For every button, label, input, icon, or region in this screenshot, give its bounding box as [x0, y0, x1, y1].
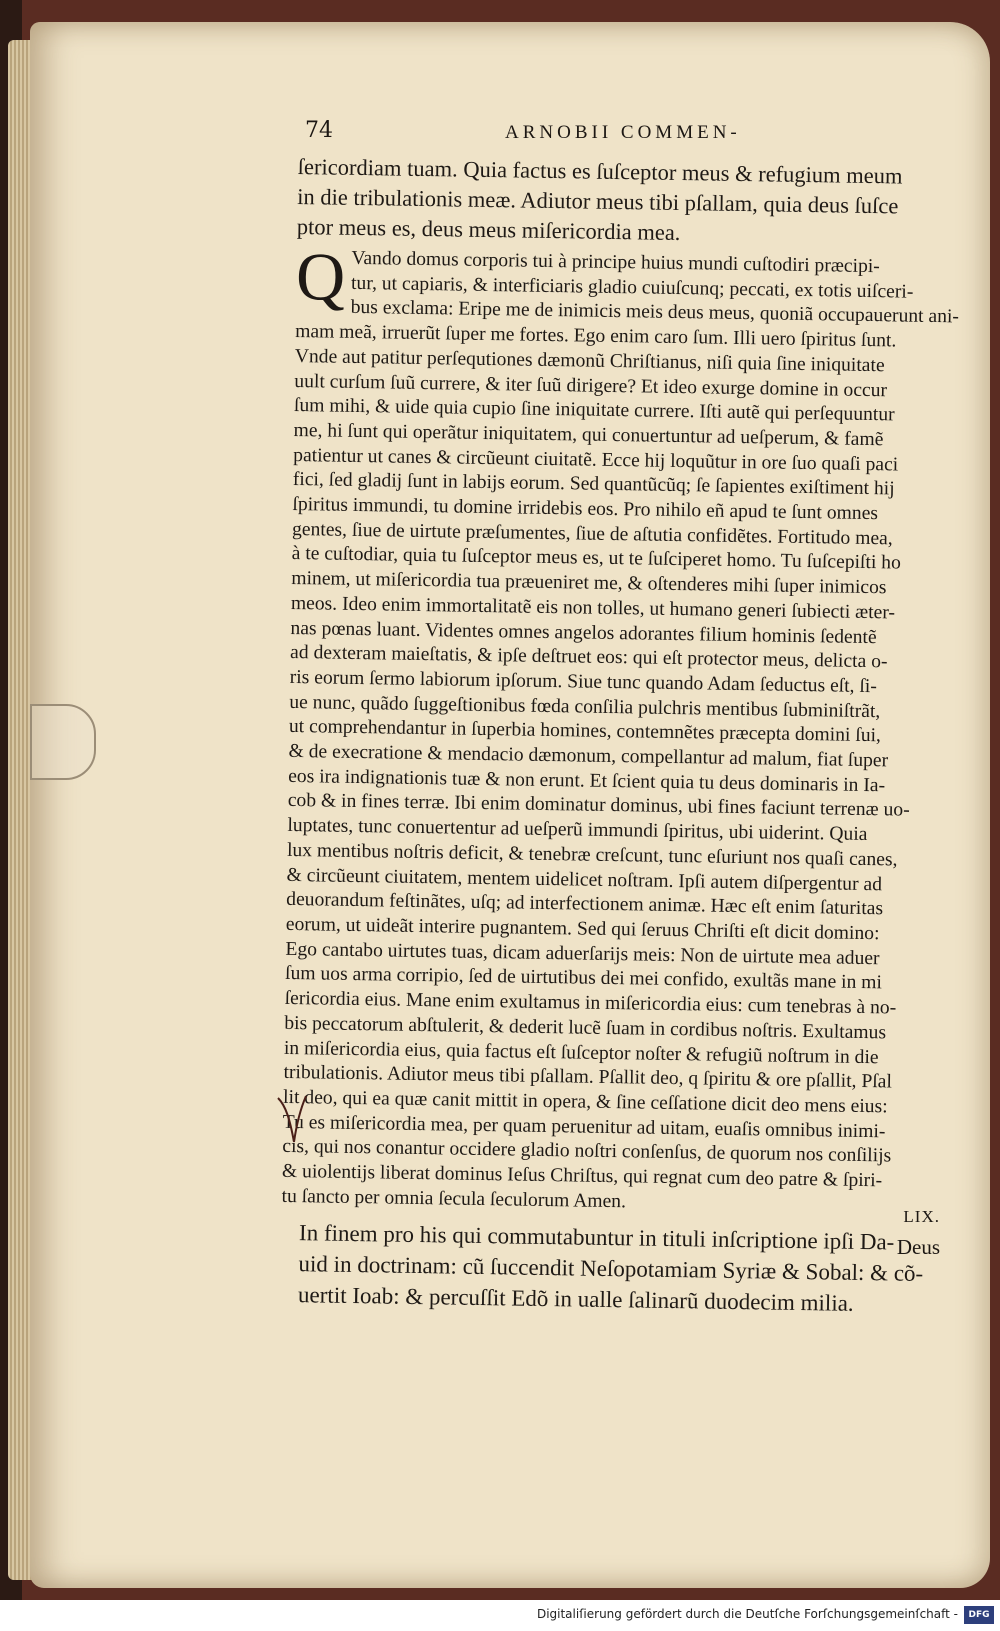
commentary-line: à te cuſtodiar, quia tu ſuſceptor meus es, ut te ſuſciperet homo. Tu ſuſcepiſti ho [291, 543, 902, 574]
verse-line: in die tribulationis meæ. Adiutor meus tibi pſallam, quia deus ſuſce [297, 183, 899, 219]
commentary-line: Ego cantabo uirtutes tuas, dicam aduerſarijs meis: Non de uirtute mea aduer [285, 938, 880, 969]
commentary-line: minem, ut miſericordia tua præueniret me, & oſtenderes mihi ſuper inimicos [291, 568, 887, 599]
verse-line: ſericordiam tuam. Quia factus es ſuſceptor meus & refugium meum [297, 153, 903, 189]
commentary-line: lux mentibus noſtris deficit, & tenebræ creſcunt, tunc eſuriunt nos quaſi canes, [286, 839, 898, 871]
opening-verse [297, 152, 963, 252]
commentary-line: tur, ut capiaris, & interficiaris gladio cuiuſcunq; peccati, ex totis uiſceri- [350, 272, 914, 303]
heading-line: In finem pro his qui commutabuntur in tituli inſcriptione ipſi Da- [298, 1220, 895, 1255]
commentary-line: luptates, tunc conuertentur ad ueſperũ immundi ſpiritus, ubi uiderint. Quia [287, 815, 868, 846]
running-title: ARNOBII COMMEN- [505, 122, 741, 143]
commentary-line: mam meã, irruerũt ſuper me fortes. Ego enim caro ſum. Illi uero ſpiritus ſunt. [295, 321, 897, 352]
commentary-line: ſum uos arma corripio, ſed de uirtutibus dei mei confido, exultãs mane in mi [284, 963, 883, 994]
heading-line: uid in doctrinam: cũ ſuccendit Neſopotamiam Syriæ & Sobal: & cõ- [298, 1251, 924, 1287]
commentary-text [281, 237, 961, 1220]
commentary-line: uult curſum ſuũ currere, & iter ſuũ dirigere? Et ideo exurge domine in occur [294, 370, 888, 401]
commentary-line: ſericordia eius. Mane enim exultamus in miſericordia eius: cum tenebras à no- [284, 987, 897, 1019]
page-number: 74 [305, 118, 333, 143]
commentary-line: patientur ut canes & circũeunt ciuitatẽ. Ecce hij loquũtur in ore ſuo quaſi paci [293, 444, 899, 476]
drop-cap: Q [295, 237, 346, 315]
commentary-line: fici, ſed gladij ſunt in labijs eorum. Sed quantũcũq; ſe ſapientes exiſtiment hij [292, 469, 895, 500]
commentary-line: ris eorum ſermo labiorum ipſorum. Siue tunc quando Adam ſeductus eſt, ſi- [289, 666, 878, 698]
commentary-line: eorum, ut uideãt interire pugnantem. Sed qui ſeruus Chriſti eſt dicit domino: [285, 913, 880, 945]
dfg-logo: DFG [964, 1606, 994, 1624]
commentary-line: in miſericordia eius, quia factus eſt ſuſceptor noſter & refugiũ noſtrum in die [283, 1037, 879, 1068]
commentary-line: ad dexteram maieſtatis, & ipſe deſtruet eos: qui eſt protector meus, delicta o- [289, 642, 888, 673]
commentary-line: ſpiritus immundi, tu domine irridebis eos. Pro nihilo eñ apud te ſunt omnes [292, 493, 879, 525]
commentary-line: bus exclama: Eripe me de inimicis meis deus meus, quoniã occupauerunt ani- [350, 297, 960, 328]
commentary-line: ue nunc, quãdo ſuggeſtionibus fœda conſilia pulchris mentibus ſubminiſtrãt, [289, 691, 881, 722]
page-clip [30, 704, 96, 780]
commentary-line: ut comprehendantur in ſuperbia homines, contemnẽtes præcepta domini ſui, [288, 716, 882, 747]
commentary-line: cob & in fines terræ. Ibi enim dominatur dominus, ubi fines faciunt terrenæ uo- [287, 790, 910, 822]
commentary-line: me, hi ſunt qui operãtur iniquitatem, qui conuertuntur ad ueſperum, & famẽ [293, 419, 884, 451]
commentary-line: gentes, ſiue de uirtute præſumentes, ſiue de aſtutia confidẽtes. Fortitudo mea, [291, 518, 893, 550]
commentary-line: lit deo, qui ea quæ canit mittit in opera, & ſine ceſſatione dicit deo mens eius: [282, 1086, 888, 1118]
main-text [280, 152, 963, 1321]
commentary-line: Vando domus corporis tui à principe huius mundi cuſtodiri præcipi- [351, 247, 880, 278]
commentary-line: Tu es miſericordia mea, per quam peruenitur ad uitam, euaſis omnibus inimi- [282, 1111, 886, 1142]
commentary-line: tribulationis. Adiutor meus tibi pſallam. Pſallit deo, q ſpiritu & ore pſallit, Pſal [283, 1062, 893, 1093]
commentary-line: nas pœnas luant. Videntes omnes angelos adorantes filium hominis ſedentẽ [290, 617, 877, 648]
commentary-line: & circũeunt ciuitatem, mentem uidelicet noſtram. Ipſi autem diſpergentur ad [286, 864, 883, 895]
commentary-line: cis, qui nos conantur occidere gladio noſtri conſenſus, de quorum nos conſilijs [282, 1136, 892, 1167]
commentary-line: & uiolentijs liberat dominus Ieſus Chriſtus, qui regnat cum deo patre & ſpiri- [281, 1160, 883, 1192]
psalm-number: LIX. [903, 1207, 940, 1226]
psalm-heading [280, 1217, 946, 1320]
commentary-line: & de execratione & mendacio dæmonum, compellantur ad malum, fiat ſuper [288, 740, 889, 772]
verse-line: ptor meus es, deus meus miſericordia mea. [296, 213, 681, 246]
digitization-credit: Digitaliſierung gefördert durch die Deutſche Forſchungsgemeinſchaft - [536, 1607, 958, 1621]
commentary-line: tu ſancto per omnia ſecula ſeculorum Amen. [281, 1185, 627, 1212]
margin-annotation-mark [272, 1090, 312, 1150]
heading-line: uertit Ioab: & percuſſit Edõ in ualle ſalinarũ duodecim milia. [297, 1282, 854, 1317]
catchword: Deus [896, 1235, 940, 1259]
commentary-line: ſum mihi, & uide quia cupio ſine iniquitate currere. Iſti autẽ qui perſequuntur [293, 395, 895, 426]
running-head [305, 118, 925, 152]
commentary-line: eos ira indignationis tuæ & non erunt. Et ſcient quia tu deus dominaris in Ia- [288, 765, 886, 797]
commentary-line: deuorandum feſtinãtes, uſq; ad interfectionem animæ. Hæc eſt enim ſaturitas [286, 889, 884, 920]
commentary-line: Vnde aut patitur perſequtiones dæmonũ Chriſtianus, niſi quia ſine iniquitate [294, 345, 885, 377]
commentary-line: bis peccatorum abſtulerit, & dederit lucẽ ſuam in cordibus noſtris. Exultamus [284, 1012, 887, 1044]
commentary-line: meos. Ideo enim immortalitatẽ eis non tolles, ut humano generi ſubiecti æter- [290, 592, 896, 624]
footer-bar [0, 1600, 1000, 1631]
